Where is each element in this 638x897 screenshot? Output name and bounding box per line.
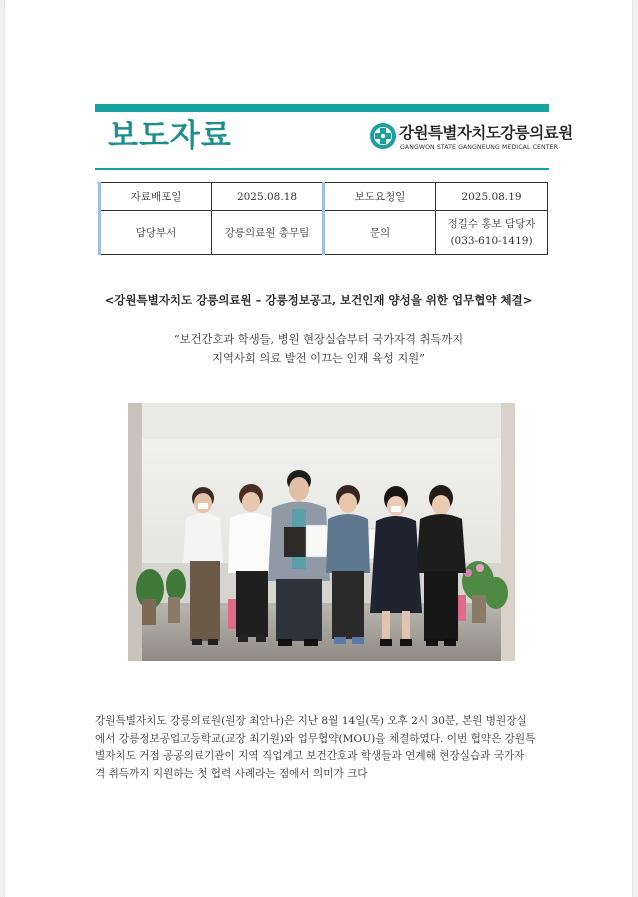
- distribution-date-label: 자료배포일: [100, 183, 212, 211]
- org-name-korean: 강원특별자치도강릉의료원: [399, 124, 573, 142]
- org-logo: [369, 122, 573, 158]
- contact-phone: (033-610-1419): [450, 234, 533, 247]
- body-line-2: 에서 강릉정보공업고등학교(교장 최기원)와 업무협약(MOU)을 체결하였다. 이번 협약은 강원특: [95, 732, 536, 745]
- contact-value: [436, 211, 548, 255]
- release-info-table: [98, 182, 548, 255]
- table-row: [100, 211, 548, 255]
- embargo-date-label: 보도요청일: [324, 183, 436, 211]
- subtitle-line-1: “보건간호과 학생들, 병원 현장실습부터 국가자격 취득까지: [173, 333, 464, 346]
- department-value: 강릉의료원 총무팀: [212, 211, 324, 255]
- header-top-bar: [95, 104, 549, 112]
- group-photo: [128, 403, 515, 661]
- contact-label: 문의: [324, 211, 436, 255]
- body-line-1: 강원특별자치도 강릉의료원(원장 최안나)은 지난 8월 14일(목) 오후 2시 30분, 본원 병원장실: [95, 715, 527, 727]
- department-label: 담당부서: [100, 211, 212, 255]
- body-line-3: 별자치도 거점 공공의료기관이 지역 직업계고 보건간호과 학생들과 연계해 현장실습과 국가자: [95, 750, 525, 763]
- document-page: [5, 0, 632, 897]
- table-row: [100, 183, 548, 211]
- embargo-date-value: 2025.08.19: [436, 183, 548, 211]
- body-paragraph: [95, 713, 549, 784]
- header-bottom-rule: [95, 168, 549, 170]
- body-line-4: 격 취득까지 지원하는 첫 협력 사례라는 점에서 의미가 크다: [95, 768, 368, 781]
- org-name-english: GANGWON STATE GANGNEUNG MEDICAL CENTER: [400, 144, 559, 151]
- subtitle-line-2: 지역사회 의료 발전 이끄는 인재 육성 지원”: [212, 352, 425, 365]
- distribution-date-value: 2025.08.18: [212, 183, 324, 211]
- press-release-title: 보도자료: [108, 118, 232, 154]
- contact-person: 정길수 홍보 담당자: [447, 217, 536, 230]
- group-photo-icon: [128, 403, 515, 661]
- headline: <강원특별자치도 강릉의료원 – 강릉정보공고, 보건인재 양성을 위한 업무협약 체결>: [104, 293, 533, 307]
- medical-center-emblem-icon: [369, 122, 397, 150]
